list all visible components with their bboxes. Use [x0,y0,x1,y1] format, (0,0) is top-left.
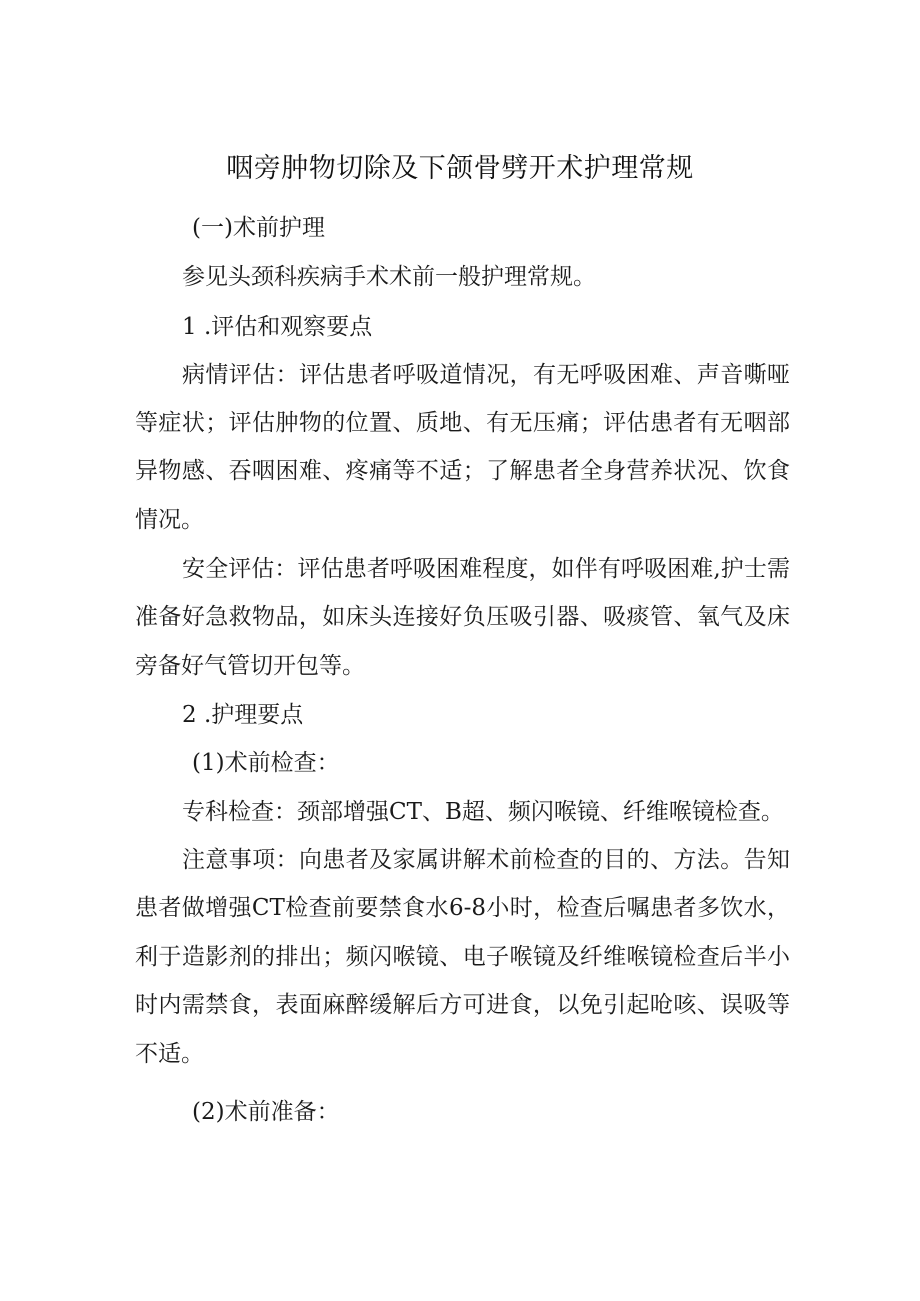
sub-heading-preop-exam: (1)术前检查： [192,750,340,776]
safety-assessment-line-2: 准备好急救物品，如床头连接好负压吸引器、吸痰管、氧气及床 [135,604,790,630]
point-1-heading: 1 .评估和观察要点 [182,314,373,340]
illness-assessment-line-3: 异物感、吞咽困难、疼痛等不适；了解患者全身营养状况、饮食 [135,458,790,484]
section-heading-preop-care: (一)术前护理 [192,215,325,241]
illness-assessment-line-1: 病情评估：评估患者呼吸道情况，有无呼吸困难、声音嘶哑 [182,362,790,388]
precautions-line-5: 不适。 [135,1041,204,1067]
precautions-line-3: 利于造影剂的排出；频闪喉镜、电子喉镜及纤维喉镜检查后半小 [135,944,790,970]
precautions-line-2: 患者做增强CT检查前要禁食水6-8小时，检查后嘱患者多饮水， [135,895,790,921]
safety-assessment-line-3: 旁备好气管切开包等。 [135,653,365,679]
safety-assessment-line-1: 安全评估：评估患者呼吸困难程度，如伴有呼吸困难,护士需 [182,556,790,582]
illness-assessment-line-4: 情况。 [135,507,204,533]
document-title: 咽旁肿物切除及下颌骨劈开术护理常规 [226,153,694,184]
sub-heading-preop-preparation: (2)术前准备： [192,1099,340,1125]
precautions-line-1: 注意事项：向患者及家属讲解术前检查的目的、方法。告知 [182,847,790,873]
illness-assessment-line-2: 等症状；评估肿物的位置、质地、有无压痛；评估患者有无咽部 [135,410,790,436]
point-2-heading: 2 .护理要点 [182,702,304,728]
special-exam-paragraph: 专科检查：颈部增强CT、B超、频闪喉镜、纤维喉镜检查。 [182,799,784,825]
intro-paragraph: 参见头颈科疾病手术术前一般护理常规。 [182,264,596,290]
precautions-line-4: 时内需禁食，表面麻醉缓解后方可进食，以免引起呛咳、误吸等 [135,992,790,1018]
